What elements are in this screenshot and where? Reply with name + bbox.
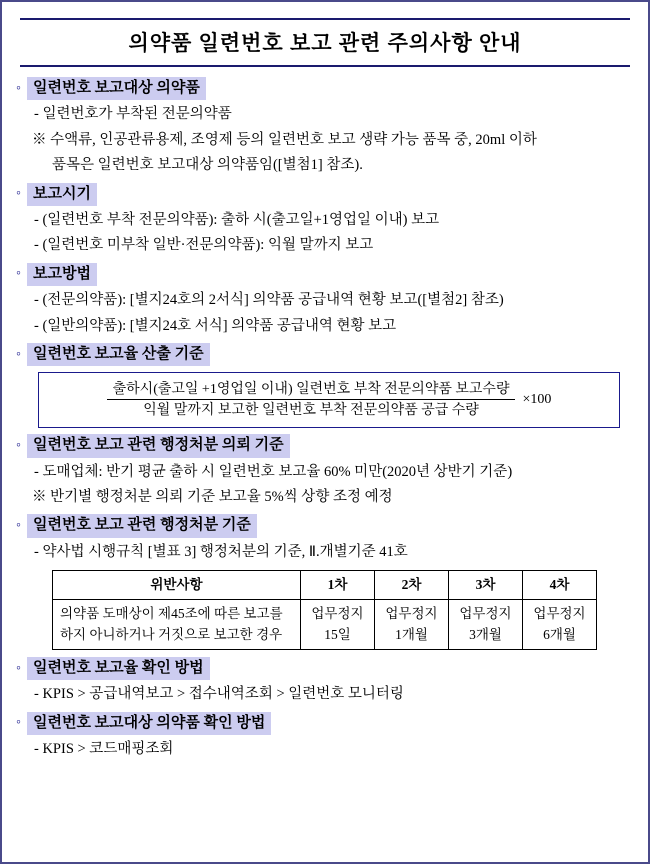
column-header-first: 1차 — [300, 571, 374, 600]
penalty-duration: 15일 — [324, 626, 351, 642]
section-heading — [16, 657, 634, 680]
circle-bullet-icon: ◦ — [16, 660, 21, 676]
penalty-type: 업무정지 — [533, 606, 586, 622]
circle-bullet-icon: ◦ — [16, 80, 21, 96]
cell-penalty-first — [300, 600, 374, 650]
column-header-violation: 위반사항 — [53, 571, 301, 600]
penalty-type: 업무정지 — [459, 606, 512, 622]
table-header-row — [53, 571, 597, 600]
violation-table — [52, 570, 597, 650]
section-heading — [16, 514, 634, 537]
cell-penalty-third — [448, 600, 522, 650]
formula-numerator: 출하시(출고일 +1영업일 이내) 일련번호 부착 전문의약품 보고수량 — [107, 382, 516, 400]
column-header-second: 2차 — [374, 571, 448, 600]
section-line: - 약사법 시행규칙 [별표 3] 행정처분의 기준, Ⅱ.개별기준 41호 — [34, 543, 408, 560]
section-report-timing — [16, 183, 634, 257]
column-header-third: 3차 — [448, 571, 522, 600]
penalty-type: 업무정지 — [311, 606, 364, 622]
cell-penalty-second — [374, 600, 448, 650]
section-line: ※ 반기별 행정처분 의뢰 기준 보고율 5%씩 상향 조정 예정 — [32, 489, 393, 505]
circle-bullet-icon: ◦ — [16, 346, 21, 362]
section-line: - 일련번호가 부착된 전문의약품 — [34, 106, 232, 123]
formula-denominator: 익월 말까지 보고한 일련번호 부착 전문의약품 공급 수량 — [143, 403, 479, 419]
section-line: - KPIS > 코드매핑조회 — [34, 740, 174, 757]
cell-penalty-fourth — [522, 600, 596, 650]
violation-line-1: 의약품 도매상이 제45조에 따른 보고를 — [60, 606, 283, 622]
section-title: 보고방법 — [27, 263, 97, 286]
section-title: 보고시기 — [27, 183, 97, 206]
section-report-method — [16, 263, 634, 337]
section-title: 일련번호 보고율 산출 기준 — [27, 343, 210, 366]
circle-bullet-icon: ◦ — [16, 437, 21, 453]
section-admin-action-request-criteria — [16, 434, 634, 508]
violation-line-2: 하지 아니하거나 거짓으로 보고한 경우 — [60, 626, 283, 642]
cell-violation-text — [53, 600, 301, 650]
section-line: - (전문의약품): [별지24호의 2서식] 의약품 공급내역 현황 보고([별첨2] 참조) — [34, 292, 504, 309]
penalty-type: 업무정지 — [385, 606, 438, 622]
section-title: 일련번호 보고대상 의약품 확인 방법 — [27, 712, 271, 735]
circle-bullet-icon: ◦ — [16, 186, 21, 202]
penalty-duration: 6개월 — [543, 626, 576, 642]
section-title: 일련번호 보고 관련 행정처분 기준 — [27, 514, 257, 537]
circle-bullet-icon: ◦ — [16, 518, 21, 534]
section-check-target-drugs — [16, 712, 634, 761]
section-check-report-rate — [16, 657, 634, 706]
section-report-rate-formula — [16, 343, 634, 428]
penalty-duration: 3개월 — [469, 626, 502, 642]
section-title: 일련번호 보고 관련 행정처분 의뢰 기준 — [27, 434, 290, 457]
document-title-bar — [20, 18, 630, 67]
section-heading — [16, 712, 634, 735]
section-line: 품목은 일련번호 보고대상 의약품임([별첨1] 참조). — [52, 157, 363, 174]
penalty-duration: 1개월 — [395, 626, 428, 642]
section-heading — [16, 434, 634, 457]
section-heading — [16, 77, 634, 100]
formula-fraction — [107, 379, 516, 421]
section-line: - 도매업체: 반기 평균 출하 시 일련번호 보고율 60% 미만(2020년 상반기 기준) — [34, 463, 513, 480]
page-title: 의약품 일련번호 보고 관련 주의사항 안내 — [128, 31, 522, 55]
section-heading — [16, 263, 634, 286]
section-heading — [16, 343, 634, 366]
circle-bullet-icon: ◦ — [16, 715, 21, 731]
formula-multiplier: ×100 — [522, 392, 552, 408]
column-header-fourth: 4차 — [522, 571, 596, 600]
section-title: 일련번호 보고대상 의약품 — [27, 77, 206, 100]
section-line: ※ 수액류, 인공관류용제, 조영제 등의 일련번호 보고 생략 가능 품목 중, 20ml 이하 — [32, 131, 537, 148]
section-report-target-drugs — [16, 77, 634, 177]
section-admin-action-criteria — [16, 514, 634, 649]
formula-box — [38, 372, 620, 428]
section-line: - (일련번호 미부착 일반·전문의약품): 익월 말까지 보고 — [34, 237, 374, 254]
section-heading — [16, 183, 634, 206]
circle-bullet-icon: ◦ — [16, 266, 21, 282]
table-row — [53, 600, 597, 650]
section-line: - (일련번호 부착 전문의약품): 출하 시(출고일+1영업일 이내) 보고 — [34, 211, 440, 228]
section-line: - (일반의약품): [별지24호 서식] 의약품 공급내역 현황 보고 — [34, 317, 397, 334]
section-line: - KPIS > 공급내역보고 > 접수내역조회 > 일련번호 모니터링 — [34, 686, 404, 703]
section-title: 일련번호 보고율 확인 방법 — [27, 657, 210, 680]
